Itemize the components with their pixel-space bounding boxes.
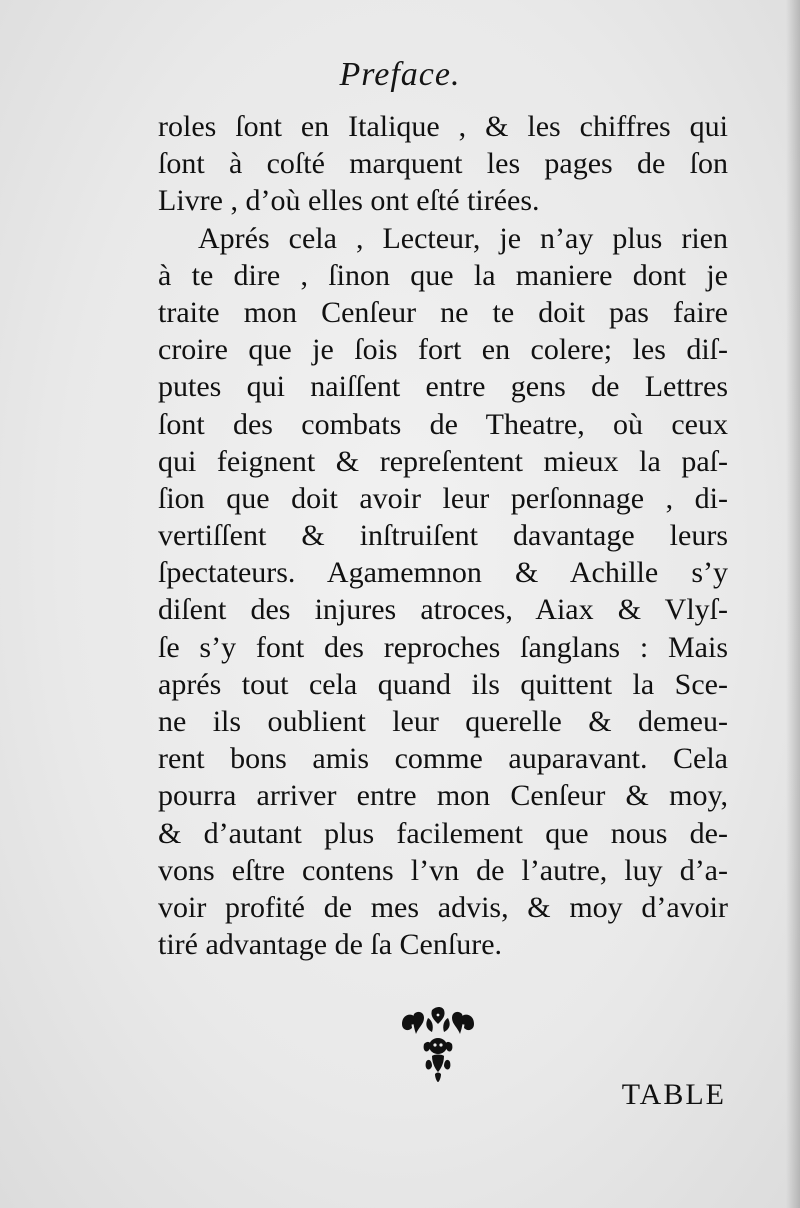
- text-line: pourra arriver entre mon Cenſeur & moy,: [158, 779, 728, 813]
- text-line: putes qui naiſſent entre gens de Lettres: [158, 370, 728, 404]
- text-line: ſont à coſté marquent les pages de ſon: [158, 147, 728, 181]
- catchword: TABLE: [621, 1078, 726, 1111]
- text-line: ſont des combats de Theatre, où ceux: [158, 407, 728, 441]
- text-line: diſent des injures atroces, Aiax & Vlyſ-: [158, 593, 728, 627]
- text-line: & d’autant plus facilement que nous de-: [158, 816, 728, 850]
- text-line: rent bons amis comme auparavant. Cela: [158, 742, 728, 776]
- text-line: ſpectateurs. Agamemnon & Achille s’y: [158, 556, 728, 590]
- text-line: roles ſont en Italique , & les chiffres qui: [158, 110, 728, 143]
- text-line: Aprés cela , Lecteur, je n’ay plus rien: [198, 221, 728, 255]
- text-line: à te dire , ſinon que la maniere dont je: [158, 258, 728, 292]
- page-edge-shadow: [786, 0, 800, 1208]
- text-line: aprés tout cela quand ils quittent la Sce-: [158, 667, 728, 701]
- text-line: ne ils oublient leur querelle & demeu-: [158, 705, 728, 738]
- text-line: qui feignent & repreſentent mieux la paſ-: [158, 444, 728, 478]
- text-line: croire que je ſois fort en colere; les diſ-: [158, 333, 728, 367]
- text-line: tiré advantage de ſa Cenſure.: [158, 928, 503, 962]
- text-line: ſion que doit avoir leur perſonnage , di-: [158, 481, 728, 515]
- body-text: [158, 108, 728, 963]
- text-line: vertiſſent & inſtruiſent davantage leurs: [158, 519, 728, 553]
- text-line: Livre , d’où elles ont eſté tirées.: [158, 184, 540, 218]
- text-line: traite mon Cenſeur ne te doit pas faire: [158, 295, 728, 329]
- text-line: ſe s’y font des reproches ſanglans : Mais: [158, 630, 728, 664]
- running-title: Preface.: [339, 56, 461, 93]
- text-line: voir profité de mes advis, & moy d’avoir: [158, 890, 728, 924]
- text-line: vons eſtre contens l’vn de l’autre, luy d’a-: [158, 853, 728, 887]
- fleuron-ornament-icon: [398, 1006, 478, 1082]
